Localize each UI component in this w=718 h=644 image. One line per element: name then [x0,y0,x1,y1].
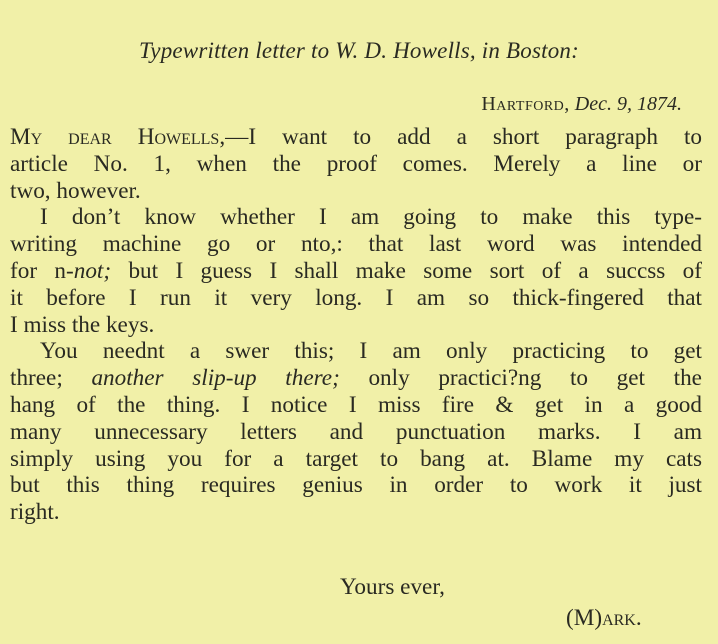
signature-rest: ark. [602,605,642,631]
text-run: article No. 1, when the proof comes. Merely a line or [10,150,702,177]
letter-line [10,204,702,231]
text-run: not; [73,257,112,284]
text-run: it before I run it very long. I am so thick-fingered that [10,284,702,311]
text-run: simply using you for a target to bang at. Blame my cats [10,445,702,472]
text-run: but this thing requires genius in order to work it just [10,472,702,499]
letter-heading: Typewritten letter to W. D. Howells, in Boston: [139,38,579,63]
letter-line [10,472,702,499]
text-run: three; [10,365,92,392]
text-run: many unnecessary letters and punctuation marks. I am [10,418,702,445]
signature [566,605,642,632]
text-run: —I want to add a short paragraph to [225,124,702,150]
text-run: hang of the thing. I notice I miss fire & get in a good [10,391,702,418]
text-run: You neednt a swer this; I am only practicing to get [40,338,702,365]
letter-line [10,392,702,419]
text-run: writing machine go or nto,: that last word was intended [10,231,702,258]
dateline-place: Hartford, [481,93,570,115]
text-run: two, however. [10,177,141,204]
letter-line [10,499,702,526]
letter-line [10,124,702,151]
dateline-date: Dec. 9, 1874. [574,93,682,115]
letter-line [10,151,702,178]
text-run: another slip-up there; [91,365,340,392]
text-run: I don’t know whether I am going to make this type- [40,204,702,231]
dateline [481,93,682,116]
closing: Yours ever, [340,574,445,600]
letter-line [10,446,702,473]
text-run: I miss the keys. [10,311,155,338]
letter-line [10,285,702,312]
text-run: only practici?ng to get the [339,365,702,392]
text-run: right. [10,499,60,526]
letter-line [10,365,702,392]
text-run: for n- [10,257,74,284]
letter-line [10,258,702,285]
text-run: but I guess I shall make some sort of a succss of [111,257,702,284]
text-run: My dear Howells, [10,124,226,150]
letter-line [10,338,702,365]
letter-line [10,178,702,205]
letter-line [10,231,702,258]
letter-line [10,419,702,446]
letter-body [10,124,702,526]
letter-line [10,312,702,339]
signature-prefix: (M) [566,605,603,631]
